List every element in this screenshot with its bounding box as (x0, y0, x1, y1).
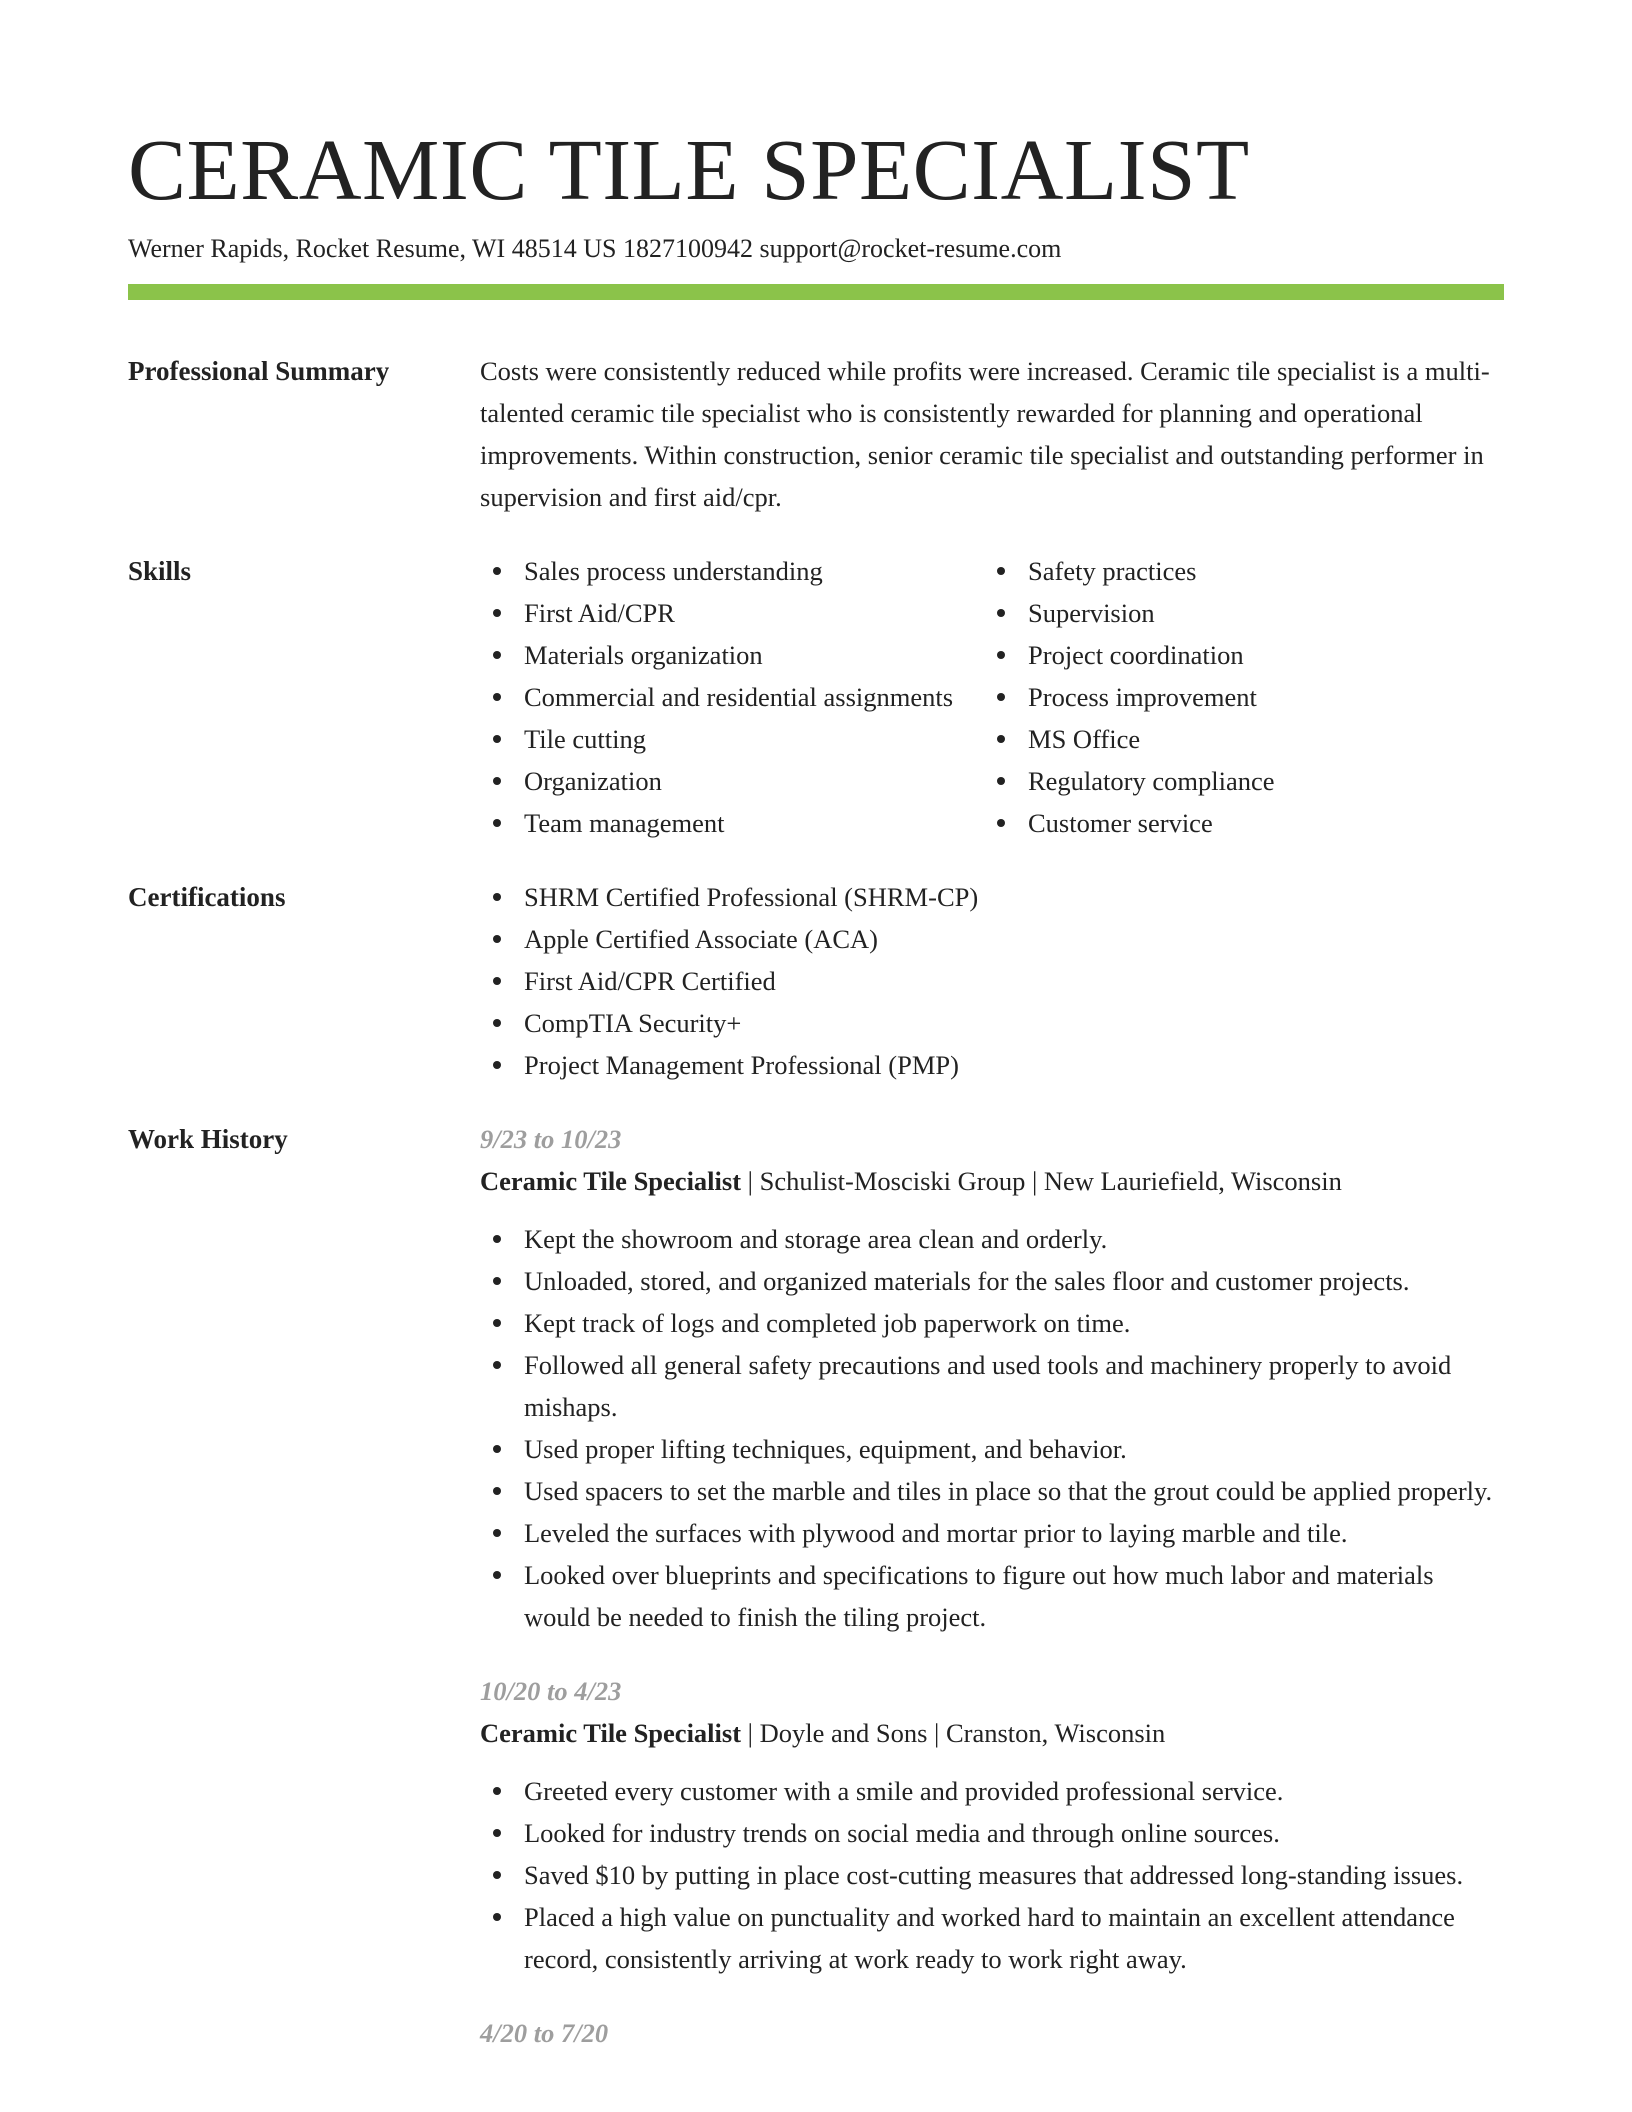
job-dates: 9/23 to 10/23 (480, 1124, 622, 1154)
summary-label: Professional Summary (128, 356, 390, 386)
list-item: Followed all general safety precautions and used tools and machinery properly to avoid mishaps. (480, 1344, 1504, 1428)
list-item: Placed a high value on punctuality and worked hard to maintain an excellent attendance record, consistently arriving at work ready to work right away. (480, 1896, 1504, 1980)
list-item: Supervision (984, 592, 1504, 634)
job-heading (480, 1160, 1504, 1202)
summary-text: Costs were consistently reduced while profits were increased. Ceramic tile specialist is a multi-talented ceramic tile specialist who is consistently rewarded for planning and operational improvements. Within construction, senior ceramic tile specialist and outstanding performer in supervision and first aid/cpr. (480, 356, 1490, 512)
summary-section (128, 350, 1504, 518)
job-dates: 4/20 to 7/20 (480, 2018, 609, 2048)
certifications-label: Certifications (128, 882, 286, 912)
header-divider (128, 284, 1504, 300)
list-item: Sales process understanding (480, 550, 984, 592)
list-item: Leveled the surfaces with plywood and mortar prior to laying marble and tile. (480, 1512, 1504, 1554)
list-item: Saved $10 by putting in place cost-cutting measures that addressed long-standing issues. (480, 1854, 1504, 1896)
skills-column-left (480, 550, 984, 844)
job-details: | Doyle and Sons | Cranston, Wisconsin (741, 1718, 1166, 1748)
list-item: Tile cutting (480, 718, 984, 760)
list-item: Looked over blueprints and specifications to figure out how much labor and materials would be needed to finish the tiling project. (480, 1554, 1504, 1638)
resume-title: CERAMIC TILE SPECIALIST (128, 121, 1250, 218)
list-item: Kept track of logs and completed job paperwork on time. (480, 1302, 1504, 1344)
list-item: Apple Certified Associate (ACA) (480, 918, 1504, 960)
job-heading (480, 1712, 1504, 1754)
certifications-body (480, 876, 1504, 1086)
list-item: Kept the showroom and storage area clean and orderly. (480, 1218, 1504, 1260)
job-title: Ceramic Tile Specialist (480, 1166, 742, 1196)
list-item: Regulatory compliance (984, 760, 1504, 802)
list-item: Unloaded, stored, and organized materials for the sales floor and customer projects. (480, 1260, 1504, 1302)
list-item: Used spacers to set the marble and tiles in place so that the grout could be applied properly. (480, 1470, 1504, 1512)
list-item: Greeted every customer with a smile and provided professional service. (480, 1770, 1504, 1812)
list-item: First Aid/CPR Certified (480, 960, 1504, 1002)
list-item: Safety practices (984, 550, 1504, 592)
list-item: Commercial and residential assignments (480, 676, 984, 718)
skills-column-right (984, 550, 1504, 844)
work-history-body (480, 1118, 1504, 2086)
certifications-list (480, 876, 1504, 1086)
list-item: Project Management Professional (PMP) (480, 1044, 1504, 1086)
work-history-label: Work History (128, 1124, 288, 1154)
skills-body (480, 550, 1504, 844)
skills-label: Skills (128, 556, 192, 586)
work-history-section (128, 1118, 1504, 2086)
list-item: First Aid/CPR (480, 592, 984, 634)
list-item: MS Office (984, 718, 1504, 760)
resume-page (128, 0, 1504, 2086)
job-entry (480, 1670, 1504, 1980)
job-details: | Schulist-Mosciski Group | New Lauriefield, Wisconsin (741, 1166, 1342, 1196)
list-item: Materials organization (480, 634, 984, 676)
job-bullets (480, 1218, 1504, 1638)
list-item: CompTIA Security+ (480, 1002, 1504, 1044)
job-entry (480, 1118, 1504, 1638)
job-entry (480, 2012, 1504, 2054)
contact-line: Werner Rapids, Rocket Resume, WI 48514 US 1827100942 support@rocket-resume.com (128, 234, 1062, 263)
certifications-section (128, 876, 1504, 1086)
skills-section (128, 550, 1504, 844)
list-item: Process improvement (984, 676, 1504, 718)
list-item: Project coordination (984, 634, 1504, 676)
job-title: Ceramic Tile Specialist (480, 1718, 742, 1748)
skills-columns (480, 550, 1504, 844)
list-item: Team management (480, 802, 984, 844)
list-item: Organization (480, 760, 984, 802)
list-item: Looked for industry trends on social media and through online sources. (480, 1812, 1504, 1854)
job-dates: 10/20 to 4/23 (480, 1676, 622, 1706)
job-bullets (480, 1770, 1504, 1980)
list-item: Customer service (984, 802, 1504, 844)
list-item: Used proper lifting techniques, equipment, and behavior. (480, 1428, 1504, 1470)
list-item: SHRM Certified Professional (SHRM-CP) (480, 876, 1504, 918)
